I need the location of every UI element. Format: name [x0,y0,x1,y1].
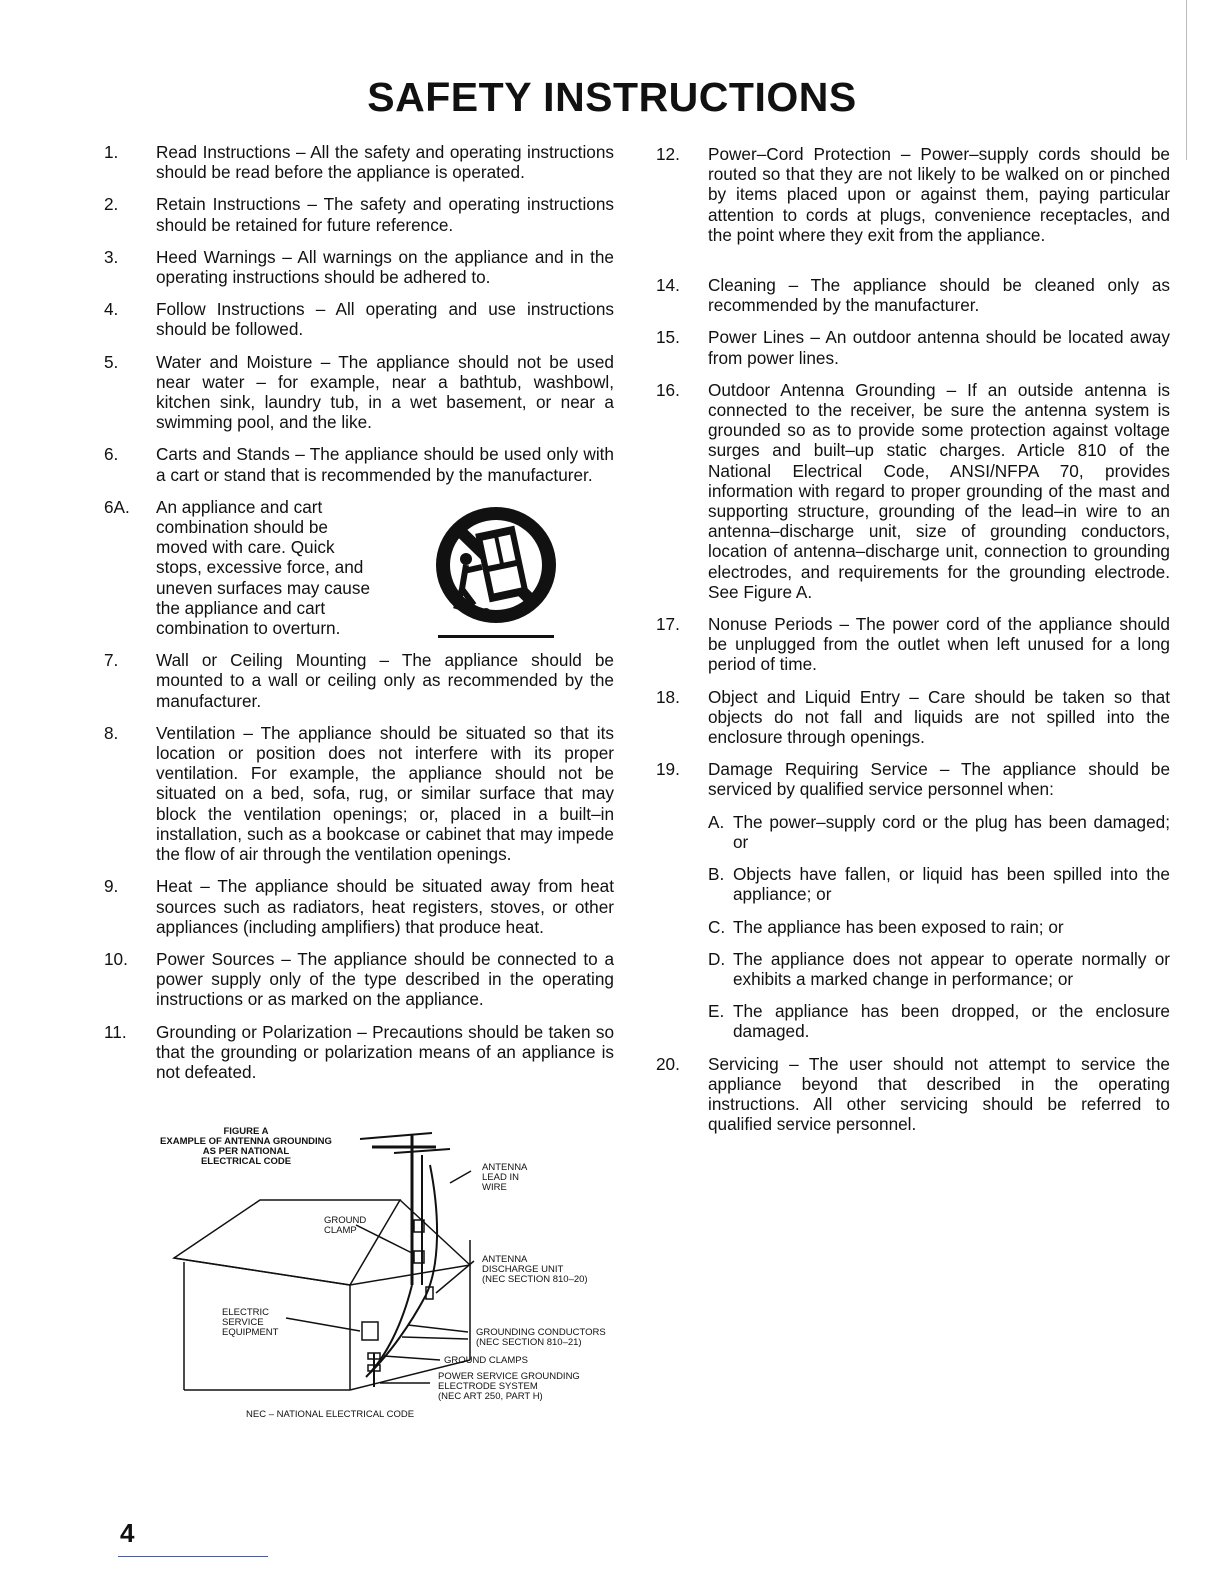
item-number: 19. [656,759,680,780]
figure-caption [140,1127,352,1167]
instruction-item [656,759,1170,799]
item-number: 5. [104,351,119,372]
figure-heading: EXAMPLE OF ANTENNA GROUNDING [160,1136,332,1147]
instruction-item [656,687,1170,748]
instruction-item [656,275,1170,315]
sub-item [708,917,1170,937]
item-text: An appliance and cart combination should be moved with care. Quick stops, excessive force, and uneven surfaces may cause the appliance and cart combination to overturn. [156,496,371,639]
label-discharge-unit: ANTENNA DISCHARGE UNIT (NEC SECTION 810–20) [482,1254,588,1285]
sub-item-text: The power–supply cord or the plug has been damaged; or [733,811,1170,852]
item-text: Power Lines – An outdoor antenna should be located away from power lines. [708,327,1170,368]
instruction-item [656,144,1170,245]
item-number: 1. [104,142,119,162]
item-text: Power–Cord Protection – Power–supply cords should be routed so that they are not likely to be walked on or pinched by items placed upon or against them, paying particular attention to cords at plugs, convenience receptacles, and the point where they exit from the appliance. [708,144,1170,245]
item-text: Object and Liquid Entry – Care should be taken so that objects do not fall and liquids are not spilled into the enclosure through openings. [708,686,1170,748]
item-number: 18. [656,686,680,707]
item-text: Outdoor Antenna Grounding – If an outside antenna is connected to the receiver, be sure the antenna system is grounded so as to provide some protection against voltage surges and built–up static charges. Article 810 of the National Electrical Code, ANSI/NFPA 70, provides information with regard to proper grounding of the mast and supporting structure, grounding of the lead–in wire to an antenna–discharge unit, size of grounding conductors, location of antenna–discharge unit, connection to grounding electrodes, and requirements for the grounding electrode. See Figure A. [708,379,1170,602]
item-number: 6. [104,444,119,465]
item-number: 16. [656,379,680,400]
item-number: 2. [104,194,119,215]
item-text: Cleaning – The appliance should be cleaned only as recommended by the manufacturer. [708,275,1170,316]
cart-tip-over-warning-icon [422,501,577,644]
item-number: 15. [656,327,680,348]
instruction-item [656,1054,1170,1135]
figure-heading: FIGURE A [223,1126,269,1137]
item-number: 14. [656,275,680,296]
item-text: Grounding or Polarization – Precautions should be taken so that the grounding or polarization means of an appliance is not defeated. [156,1021,614,1082]
sub-item-text: The appliance has been exposed to rain; or [733,916,1064,937]
figure-heading: ELECTRICAL CODE [200,1156,292,1167]
item-number: 12. [656,144,680,164]
figure-heading: AS PER NATIONAL [202,1146,290,1157]
antenna-grounding-figure [140,1125,630,1425]
footer-rule [118,1556,268,1557]
item-text: Wall or Ceiling Mounting – The appliance should be mounted to a wall or ceiling only as recommended by the manufacturer. [156,650,614,711]
instruction-item [104,723,614,864]
item-number: 6A. [104,496,130,517]
item-text: Heat – The appliance should be situated away from heat sources such as radiators, heat registers, stoves, or other appliances (including amplifiers) that produce heat. [156,876,614,937]
item-text: Retain Instructions – The safety and operating instructions should be retained for future reference. [156,194,614,235]
label-ground-clamps: GROUND CLAMPS [444,1355,528,1366]
item-text: Follow Instructions – All operating and use instructions should be followed. [156,299,614,340]
sub-item [708,1001,1170,1041]
item-text: Damage Requiring Service – The appliance should be serviced by qualified service personnel when: [708,759,1170,800]
item-text: Servicing – The user should not attempt to service the appliance beyond that described in the operating instructions. All other servicing should be referred to qualified service personnel. [708,1053,1170,1135]
item-number: 3. [104,246,119,267]
item-text: Heed Warnings – All warnings on the appliance and in the operating instructions should be adhered to. [156,246,614,288]
instruction-item [104,142,614,182]
left-column [104,142,614,1094]
item-number: 20. [656,1053,680,1074]
item-text: Carts and Stands – The appliance should be used only with a cart or stand that is recommended by the manufacturer. [156,444,614,485]
item-number: 9. [104,876,119,897]
sub-item [708,949,1170,989]
item-number: 11. [104,1021,127,1042]
item-text: Read Instructions – All the safety and operating instructions should be read before the appliance is operated. [156,142,614,183]
instruction-item [104,194,614,234]
page-title: SAFETY INSTRUCTIONS [367,74,857,120]
instruction-item [104,650,614,711]
item-number: 17. [656,614,680,635]
instruction-item [104,949,614,1010]
instruction-item [104,1022,614,1083]
scan-edge-line [1186,0,1187,160]
instruction-item [104,299,614,339]
item-text: Nonuse Periods – The power cord of the appliance should be unplugged from the outlet when left unused for a long period of time. [708,614,1170,675]
item-text: Ventilation – The appliance should be situated so that its location or position does not interfere with its proper ventilation. For example, the appliance should not be situated on a bed, sofa, rug, or similar surface that may block the ventilation openings; or, placed in a built–in installation, such as a bookcase or cabinet that may impede the flow of air through the ventilation openings. [156,722,614,865]
label-antenna-lead: ANTENNA LEAD IN WIRE [482,1162,528,1193]
item-text: Water and Moisture – The appliance should not be used near water – for example, near a bathtub, washbowl, kitchen sink, laundry tub, in a wet basement, or near a swimming pool, and the like. [156,351,614,433]
item-number: 10. [104,948,128,969]
instruction-item [656,380,1170,602]
sub-item [708,812,1170,852]
item-text: Power Sources – The appliance should be connected to a power supply only of the type described in the operating instructions or as marked on the appliance. [156,948,614,1010]
instruction-item [104,876,614,937]
label-ground-clamp: GROUND CLAMP [324,1215,367,1236]
sub-item [708,864,1170,904]
instruction-item [656,614,1170,675]
sub-item-letter: B. [708,864,725,885]
sub-item-letter: A. [708,811,725,832]
sub-item-text: Objects have fallen, or liquid has been spilled into the appliance; or [733,864,1170,905]
item-number: 4. [104,299,119,320]
sub-item-letter: C. [708,916,726,937]
instruction-item [104,247,614,287]
instruction-item [656,327,1170,367]
sub-item-text: The appliance has been dropped, or the enclosure damaged. [733,1001,1170,1042]
figure-footnote: NEC – NATIONAL ELECTRICAL CODE [246,1409,415,1420]
sub-item-letter: D. [708,948,726,969]
item-number: 8. [104,722,119,743]
instruction-item [104,444,614,484]
page-number: 4 [120,1518,135,1548]
instruction-item-cart [104,497,614,638]
sub-item-text: The appliance does not appear to operate normally or exhibits a marked change in performance; or [733,948,1170,989]
instruction-item [104,352,614,433]
sub-item-letter: E. [708,1001,725,1022]
right-column [656,144,1170,1146]
item-number: 7. [104,650,119,671]
label-electric-service: ELECTRIC SERVICE EQUIPMENT [222,1307,279,1338]
label-grounding-conductors: GROUNDING CONDUCTORS (NEC SECTION 810–21) [476,1327,606,1348]
label-power-service: POWER SERVICE GROUNDING ELECTRODE SYSTEM (NEC ART 250, PART H) [438,1371,580,1402]
